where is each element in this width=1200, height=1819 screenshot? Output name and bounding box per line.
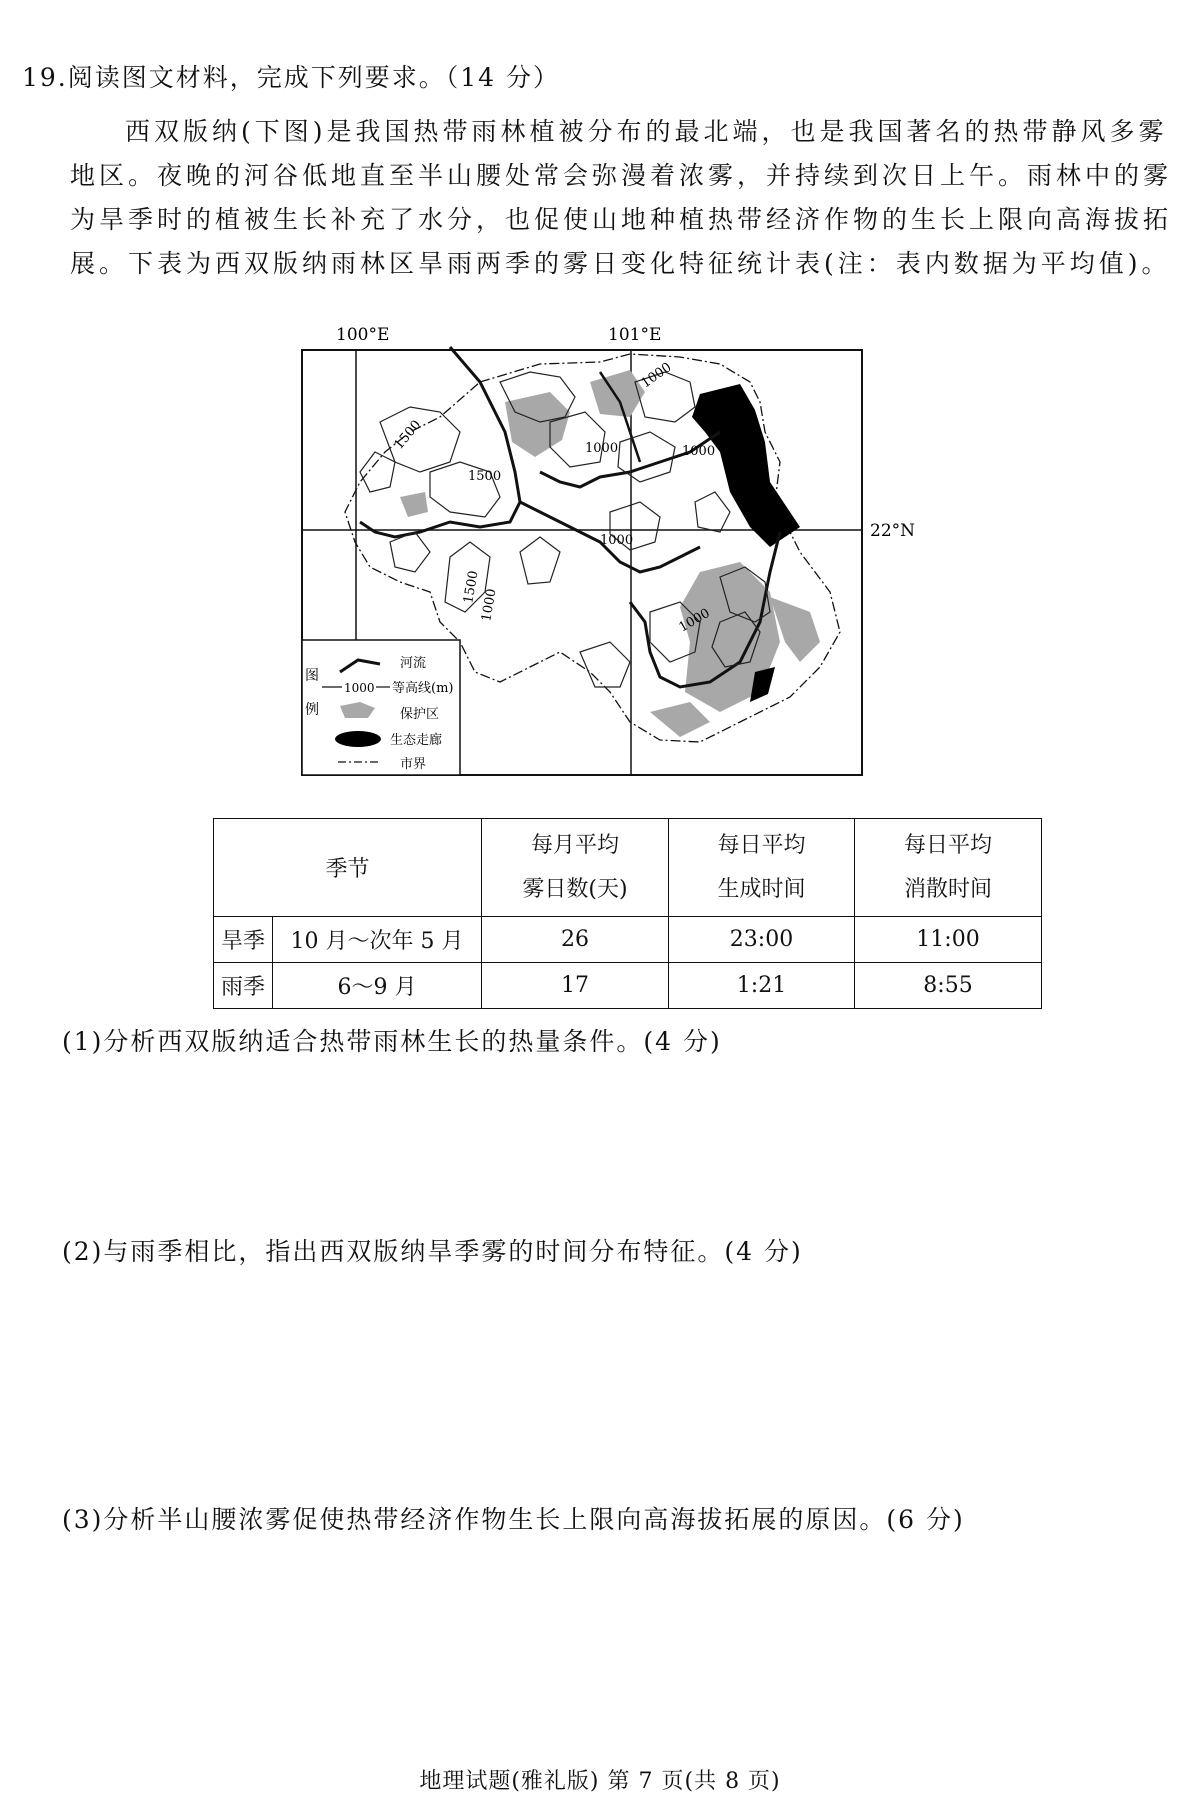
fog-statistics-table (213, 818, 1042, 1009)
contour-label: 1000 (600, 533, 634, 548)
table-row (214, 963, 1042, 1009)
table-cell-form-time: 1:21 (669, 963, 855, 1009)
contour-label: 1500 (468, 469, 502, 484)
table-cell-dissipate-time: 8:55 (855, 963, 1042, 1009)
table-header-season: 季节 (214, 819, 482, 917)
legend-river-label: 河流 (400, 656, 427, 671)
question-title: 19.阅读图文材料，完成下列要求。（14 分） (22, 63, 561, 92)
legend-corridor-label: 生态走廊 (390, 733, 443, 748)
longitude-label-101: 101°E (608, 325, 662, 345)
map-legend (302, 640, 460, 775)
longitude-label-100: 100°E (336, 325, 390, 345)
sub-question-1: (1)分析西双版纳适合热带雨林生长的热量条件。(4 分) (62, 1027, 722, 1056)
legend-reserve-label: 保护区 (400, 707, 440, 722)
table-cell-period: 6～9 月 (273, 963, 482, 1009)
legend-boundary-label: 市界 (400, 757, 427, 772)
reserve-area (590, 370, 645, 417)
table-cell-dissipate-time: 11:00 (855, 917, 1042, 963)
legend-corridor-symbol (335, 731, 381, 747)
latitude-label-22: 22°N (870, 521, 916, 541)
table-header-form-time: 每日平均 生成时间 (669, 819, 855, 917)
table-cell-days: 26 (482, 917, 669, 963)
river (360, 347, 520, 537)
table-header-dissipate-time: 每日平均 消散时间 (855, 819, 1042, 917)
river (540, 432, 720, 487)
table-cell-period: 10 月～次年 5 月 (273, 917, 482, 963)
table-cell-days: 17 (482, 963, 669, 1009)
question-paragraph: 西双版纳(下图)是我国热带雨林植被分布的最北端，也是我国著名的热带静风多雾地区。夜晚的河谷低地直至半山腰处常会弥漫着浓雾，并持续到次日上午。雨林中的雾为旱季时的植被生长补充了水分，也促使山地种植热带经济作物的生长上限向高海拔拓展。下表为西双版纳雨林区旱雨两季的雾日变化特征统计表(注：表内数据为平均值)。 (70, 117, 1173, 278)
legend-contour-sample: 1000 (344, 681, 375, 695)
sub-question-3: (3)分析半山腰浓雾促使热带经济作物生长上限向高海拔拓展的原因。(6 分) (62, 1505, 965, 1534)
reserve-area (400, 492, 428, 517)
xishuangbanna-map (300, 322, 920, 782)
table-row (214, 917, 1042, 963)
reserve-area (505, 392, 570, 457)
table-cell-form-time: 23:00 (669, 917, 855, 963)
sub-question-2: (2)与雨季相比，指出西双版纳旱季雾的时间分布特征。(4 分) (62, 1237, 803, 1266)
contour-label: 1500 (461, 569, 482, 605)
table-cell-season: 旱季 (214, 917, 273, 963)
table-header-days: 每月平均 雾日数(天) (482, 819, 669, 917)
contour-label: 1000 (676, 605, 713, 636)
legend-title: 例 (305, 702, 319, 718)
page-footer: 地理试题(雅礼版) 第 7 页(共 8 页) (419, 1769, 781, 1794)
contour-label: 1000 (585, 441, 619, 456)
reserve-area (650, 702, 710, 737)
contour-label: 1000 (638, 360, 675, 392)
legend-contour-label: 等高线(m) (392, 681, 454, 696)
legend-title: 图 (305, 668, 319, 684)
contour-label: 1500 (391, 417, 425, 453)
table-cell-season: 雨季 (214, 963, 273, 1009)
contour-label: 1000 (479, 587, 500, 623)
eco-corridor (692, 384, 800, 547)
contour-label: 1000 (682, 444, 716, 459)
